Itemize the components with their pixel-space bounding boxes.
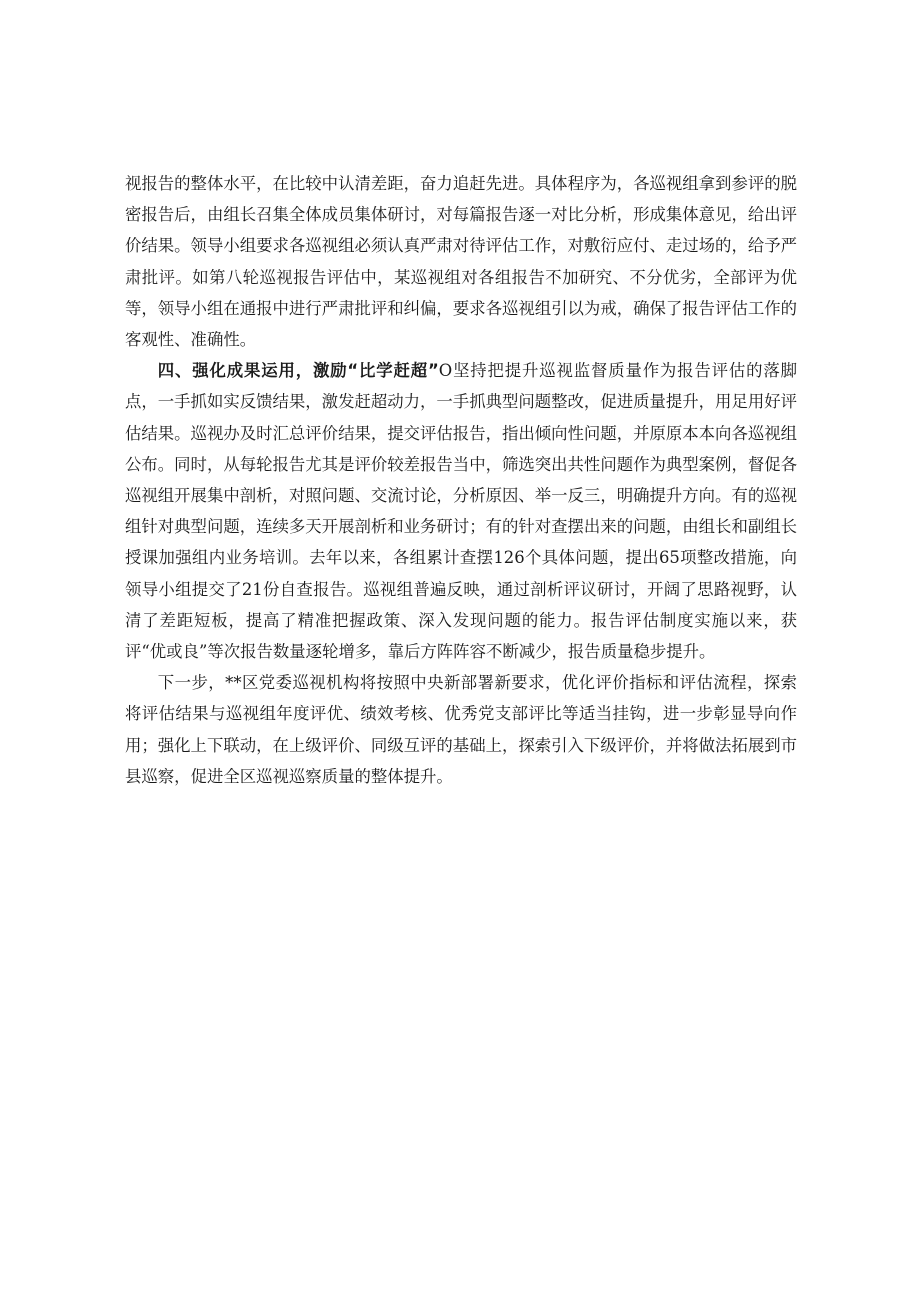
- document-page: [125, 168, 797, 792]
- paragraph-text: 下一步，**区党委巡视机构将按照中央新部署新要求，优化评价指标和评估流程，探索将评估结果与巡视组年度评优、绩效考核、优秀党支部评比等适当挂钩，进一步彰显导向作用；强化上下联动，在上级评价、同级互评的基础上，探索引入下级评价，并将做法拓展到市县巡察，促进全区巡视巡察质量的整体提升。: [125, 673, 798, 786]
- paragraph-section-four: [125, 355, 797, 667]
- paragraph-text: 视报告的整体水平，在比较中认清差距，奋力追赶先进。具体程序为，各巡视组拿到参评的脱密报告后，由组长召集全体成员集体研讨，对每篇报告逐一对比分析，形成集体意见，给出评价结果。领导小组要求各巡视组必须认真严肃对待评估工作，对敷衍应付、走过场的，给予严肃批评。如第八轮巡视报告评估中，某巡视组对各组报告不加研究、不分优劣，全部评为优等，领导小组在通报中进行严肃批评和纠偏，要求各巡视组引以为戒，确保了报告评估工作的客观性、准确性。: [125, 174, 798, 350]
- section-heading: 四、强化成果运用，激励“比学赶超”: [157, 361, 439, 381]
- paragraph-continuation: [125, 168, 797, 355]
- paragraph-next-steps: [125, 667, 797, 792]
- paragraph-text: O坚持把提升巡视监督质量作为报告评估的落脚点，一手抓如实反馈结果，激发赶超动力，一手抓典型问题整改，促进质量提升，用足用好评估结果。巡视办及时汇总评价结果，提交评估报告，指出倾向性问题，并原原本本向各巡视组公布。同时，从每轮报告尤其是评价较差报告当中，筛选突出共性问题作为典型案例，督促各巡视组开展集中剖析，对照问题、交流讨论，分析原因、举一反三，明确提升方向。有的巡视组针对典型问题，连续多天开展剖析和业务研讨；有的针对查摆出来的问题，由组长和副组长授课加强组内业务培训。去年以来，各组累计查摆126个具体问题，提出65项整改措施，向领导小组提交了21份自查报告。巡视组普遍反映，通过剖析评议研讨，开阔了思路视野，认清了差距短板，提高了精准把握政策、深入发现问题的能力。报告评估制度实施以来，获评“优或良”等次报告数量逐轮增多，靠后方阵阵容不断减少，报告质量稳步提升。: [125, 361, 798, 662]
